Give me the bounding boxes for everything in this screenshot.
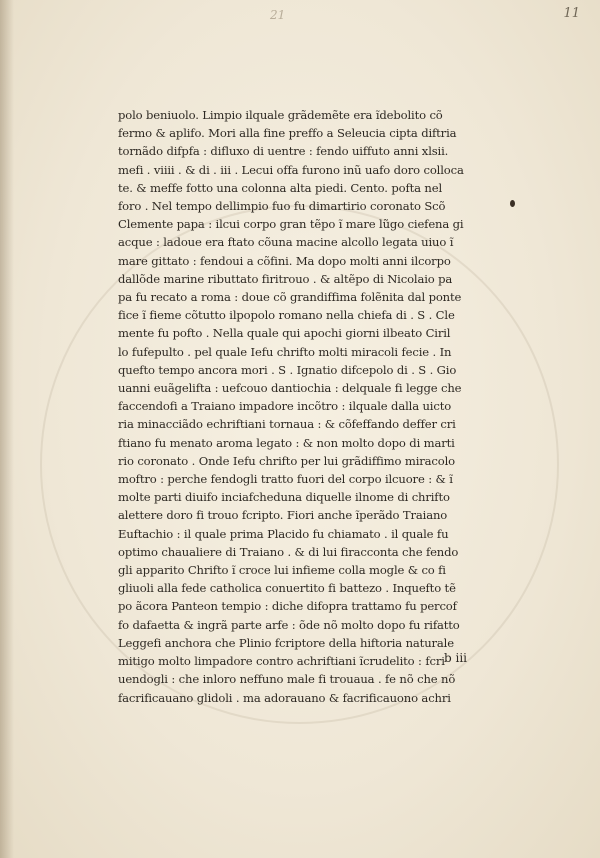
text-line: acque : ladoue era ftato cõuna macine alcollo legata uiuo ĩ [118, 235, 454, 250]
folio-number: 11 [563, 6, 580, 21]
text-line: tornãdo difpfa : difluxo di uentre : fendo uiffuto anni xlsii. [118, 144, 449, 159]
text-line: pa fu recato a roma : doue cõ grandiffima folẽnita dal ponte [118, 290, 462, 305]
text-line: rio coronato . Onde Iefu chrifto per lui grãdiffimo miracolo [118, 453, 455, 468]
text-line: lo fufepulto . pel quale Iefu chrifto molti miracoli fecie . In [118, 344, 452, 359]
text-line: gliuoli alla fede catholica conuertito fi battezo . Inquefto tẽ [118, 581, 456, 596]
pencil-annotation: 21 [270, 8, 286, 22]
ink-speck [510, 200, 515, 207]
text-line: molte parti diuifo inciafcheduna diquelle ilnome di chrifto [118, 490, 450, 505]
text-line: ria minacciãdo echriftiani tornaua : & cõfeffando deffer cri [118, 417, 456, 432]
text-line: uanni euãgelifta : uefcouo dantiochia : delquale fi legge che [118, 381, 462, 396]
signature-mark: b iii [444, 651, 468, 665]
text-line: ftiano fu menato aroma legato : & non molto dopo di marti [118, 435, 455, 450]
text-line: mitigo molto limpadore contro achriftiani ĩcrudelito : fcri [118, 654, 445, 669]
text-line: facrificauano glidoli . ma adorauano & facrificauono achri [118, 690, 451, 705]
text-line: gli apparito Chrifto ĩ croce lui infieme colla mogle & co fi [118, 563, 446, 578]
text-line: Clemente papa : ilcui corpo gran tẽpo ĩ mare lũgo ciefena gi [118, 217, 464, 232]
text-line: po ãcora Panteon tempio : diche difopra trattamo fu percof [118, 599, 457, 614]
text-line: fermo & aplifo. Mori alla fine preffo a Seleucia cipta diftria [118, 126, 457, 141]
text-line: faccendofi a Traiano impadore incõtro : ilquale dalla uicto [118, 399, 452, 414]
text-line: foro . Nel tempo dellimpio fuo fu dimartirio coronato Scõ [118, 199, 446, 214]
text-line: optimo chaualiere di Traiano . & di lui firacconta che fendo [118, 544, 459, 559]
text-line: fice ĩ fieme cõtutto ilpopolo romano nella chiefa di . S . Cle [118, 308, 455, 323]
text-line: mefi . viiii . & di . iii . Lecui offa furono inũ uafo doro colloca [118, 162, 464, 177]
text-line: Euftachio : il quale prima Placido fu chiamato . il quale fu [118, 526, 449, 541]
text-line: alettere doro fi trouo fcripto. Fiori anche ĩperãdo Traiano [118, 508, 448, 523]
text-line: dallõde marine ributtato firitrouo . & altẽpo di Nicolaio pa [118, 271, 453, 286]
text-line: Leggefi anchora che Plinio fcriptore della hiftoria naturale [118, 635, 454, 650]
text-line: polo beniuolo. Limpio ilquale grãdemẽte era ĩdebolito cõ [118, 108, 443, 122]
text-line: mare gittato : fendoui a cõfini. Ma dopo molti anni ilcorpo [118, 253, 451, 268]
text-line: te. & meffe fotto una colonna alta piedi. Cento. pofta nel [118, 180, 443, 195]
text-line: moftro : perche fendogli tratto fuori del corpo ilcuore : & ĩ [118, 472, 453, 487]
body-text [118, 106, 470, 707]
text-line: uendogli : che inloro neffuno male fi trouaua . fe nõ che nõ [118, 672, 456, 687]
text-line: mente fu pofto . Nella quale qui apochi giorni ilbeato Ciril [118, 326, 451, 341]
text-line: fo dafaetta & ingrã parte arfe : õde nõ molto dopo fu rifatto [118, 617, 460, 632]
text-line: quefto tempo ancora mori . S . Ignatio difcepolo di . S . Gio [118, 362, 457, 377]
